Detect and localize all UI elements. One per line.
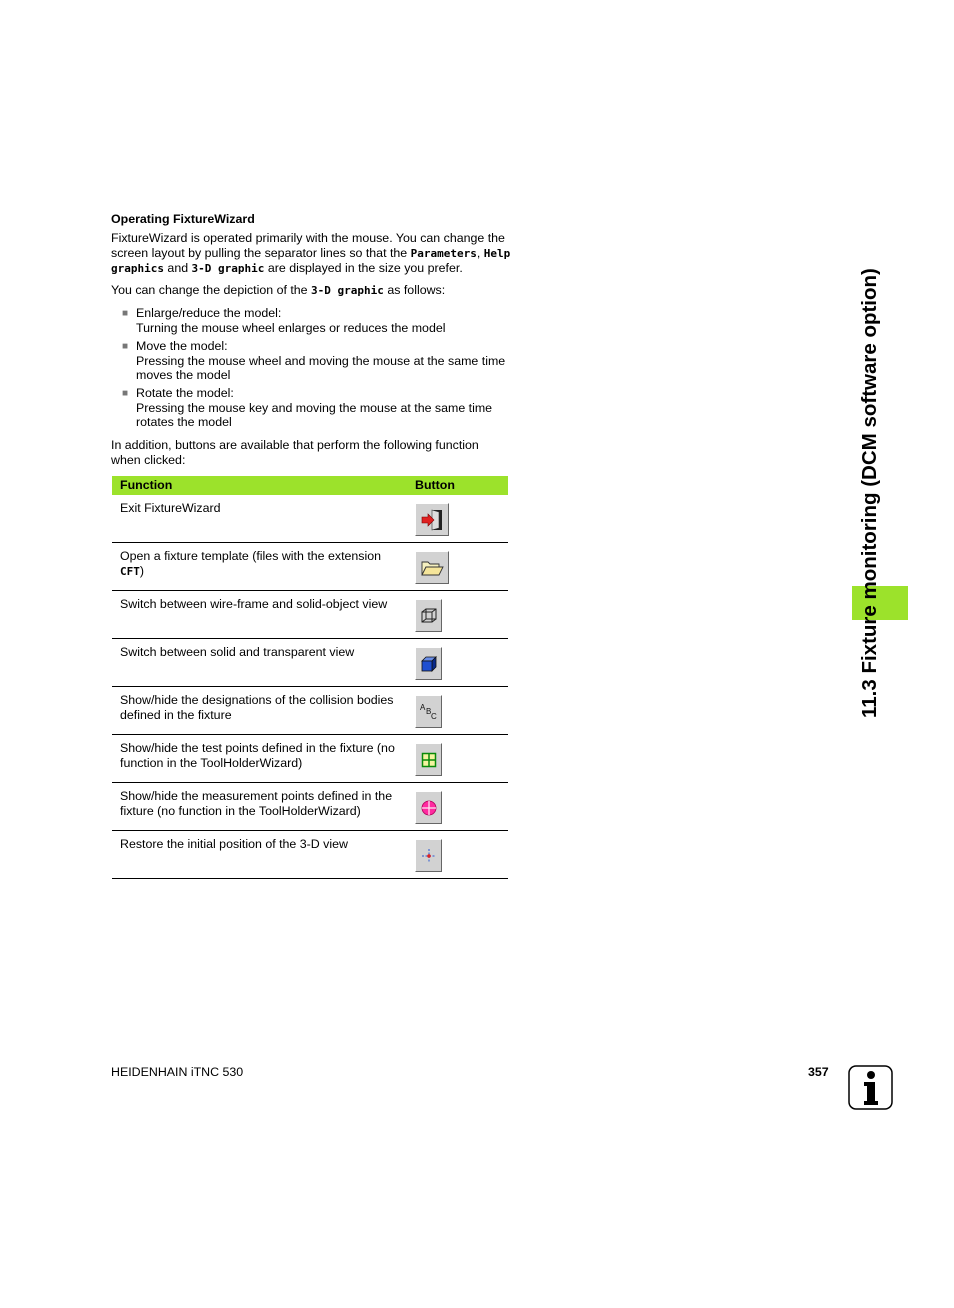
measurement-points-icon [420, 799, 438, 817]
reset-view-button[interactable] [415, 839, 442, 872]
bullet-title: Move the model: [136, 339, 228, 353]
intro-paragraph [111, 231, 511, 277]
abc-letter-a: A [419, 702, 425, 712]
bullet-title: Enlarge/reduce the model: [136, 306, 282, 320]
table-header [112, 476, 508, 495]
intro-text-4: are displayed in the size you prefer. [264, 261, 463, 275]
abc-letter-b: B [425, 706, 431, 716]
function-table [112, 476, 508, 879]
softkey-parameters: Parameters [410, 246, 477, 260]
folder-open-icon [420, 558, 444, 578]
page-number: 357 [808, 1065, 829, 1079]
row-function: Switch between wire-frame and solid-object view [120, 597, 388, 611]
bullet-desc: Pressing the mouse wheel and moving the mouse at the same time moves the model [136, 353, 506, 382]
softkey-3d-graphic-2: 3-D graphic [311, 284, 384, 297]
softkey-help-graphics: Help graphics [111, 246, 511, 275]
row-function: Show/hide the test points defined in the fixture (no function in the ToolHolderWizard) [120, 741, 395, 770]
solid-cube-icon [420, 655, 438, 673]
table-row [112, 591, 508, 639]
chapter-title: 11.3 Fixture monitoring (DCM software option) [858, 268, 881, 718]
row-function: Restore the initial position of the 3-D view [120, 837, 348, 851]
wireframe-cube-icon [420, 607, 438, 625]
bullet-square-icon: ■ [122, 308, 129, 319]
table-row [112, 783, 508, 831]
row-function-b: ) [139, 563, 145, 578]
header-button: Button [415, 478, 455, 492]
row-function: Exit FixtureWizard [120, 501, 221, 515]
row-function-a: Open a fixture template (files with the extension [120, 549, 382, 563]
measurement-points-toggle-button[interactable] [415, 791, 442, 824]
row-function: Show/hide the measurement points defined in the fixture (no function in the ToolHolderWizard) [120, 789, 393, 818]
depiction-text-2: as follows: [383, 283, 446, 297]
bullet-desc: Turning the mouse wheel enlarges or reduces the model [136, 320, 446, 335]
section-heading: Operating FixtureWizard [111, 212, 255, 226]
info-icon [848, 1065, 893, 1110]
test-points-icon [420, 751, 438, 769]
open-template-button[interactable] [415, 551, 449, 584]
depiction-text-1: You can change the depiction of the [111, 283, 312, 297]
abc-letter-c: C [430, 711, 437, 721]
header-function: Function [120, 478, 173, 492]
reset-view-icon [420, 847, 438, 865]
row-function [120, 549, 405, 579]
intro-text-1: FixtureWizard is operated primarily with the mouse. You can change the screen layout by pulling the separator lines so that the [111, 231, 505, 260]
table-row [112, 831, 508, 879]
designations-toggle-button[interactable] [415, 695, 442, 728]
exit-button[interactable] [415, 503, 449, 536]
cft-extension: CFT [120, 564, 140, 578]
bullet-desc: Pressing the mouse key and moving the mouse at the same time rotates the model [136, 400, 493, 429]
bullet-square-icon: ■ [122, 388, 129, 399]
bullet-square-icon: ■ [122, 341, 129, 352]
intro-text-3: and [163, 261, 192, 275]
table-row [112, 735, 508, 783]
softkey-3d-graphic: 3-D graphic [191, 262, 265, 275]
row-function: Switch between solid and transparent view [120, 645, 355, 659]
abc-labels-icon [419, 702, 439, 722]
table-row [112, 543, 508, 591]
intro-text-2: , [476, 245, 484, 260]
test-points-toggle-button[interactable] [415, 743, 442, 776]
buttons-paragraph: In addition, buttons are available that perform the following function when clicked: [111, 438, 479, 467]
table-row [112, 687, 508, 735]
transparency-toggle-button[interactable] [415, 647, 442, 680]
exit-icon [420, 509, 444, 531]
depiction-paragraph [111, 283, 511, 299]
wireframe-toggle-button[interactable] [415, 599, 442, 632]
bullet-title: Rotate the model: [136, 386, 234, 400]
table-row [112, 495, 508, 543]
footer-product: HEIDENHAIN iTNC 530 [111, 1065, 244, 1079]
table-row [112, 639, 508, 687]
row-function: Show/hide the designations of the collision bodies defined in the fixture [120, 693, 394, 722]
